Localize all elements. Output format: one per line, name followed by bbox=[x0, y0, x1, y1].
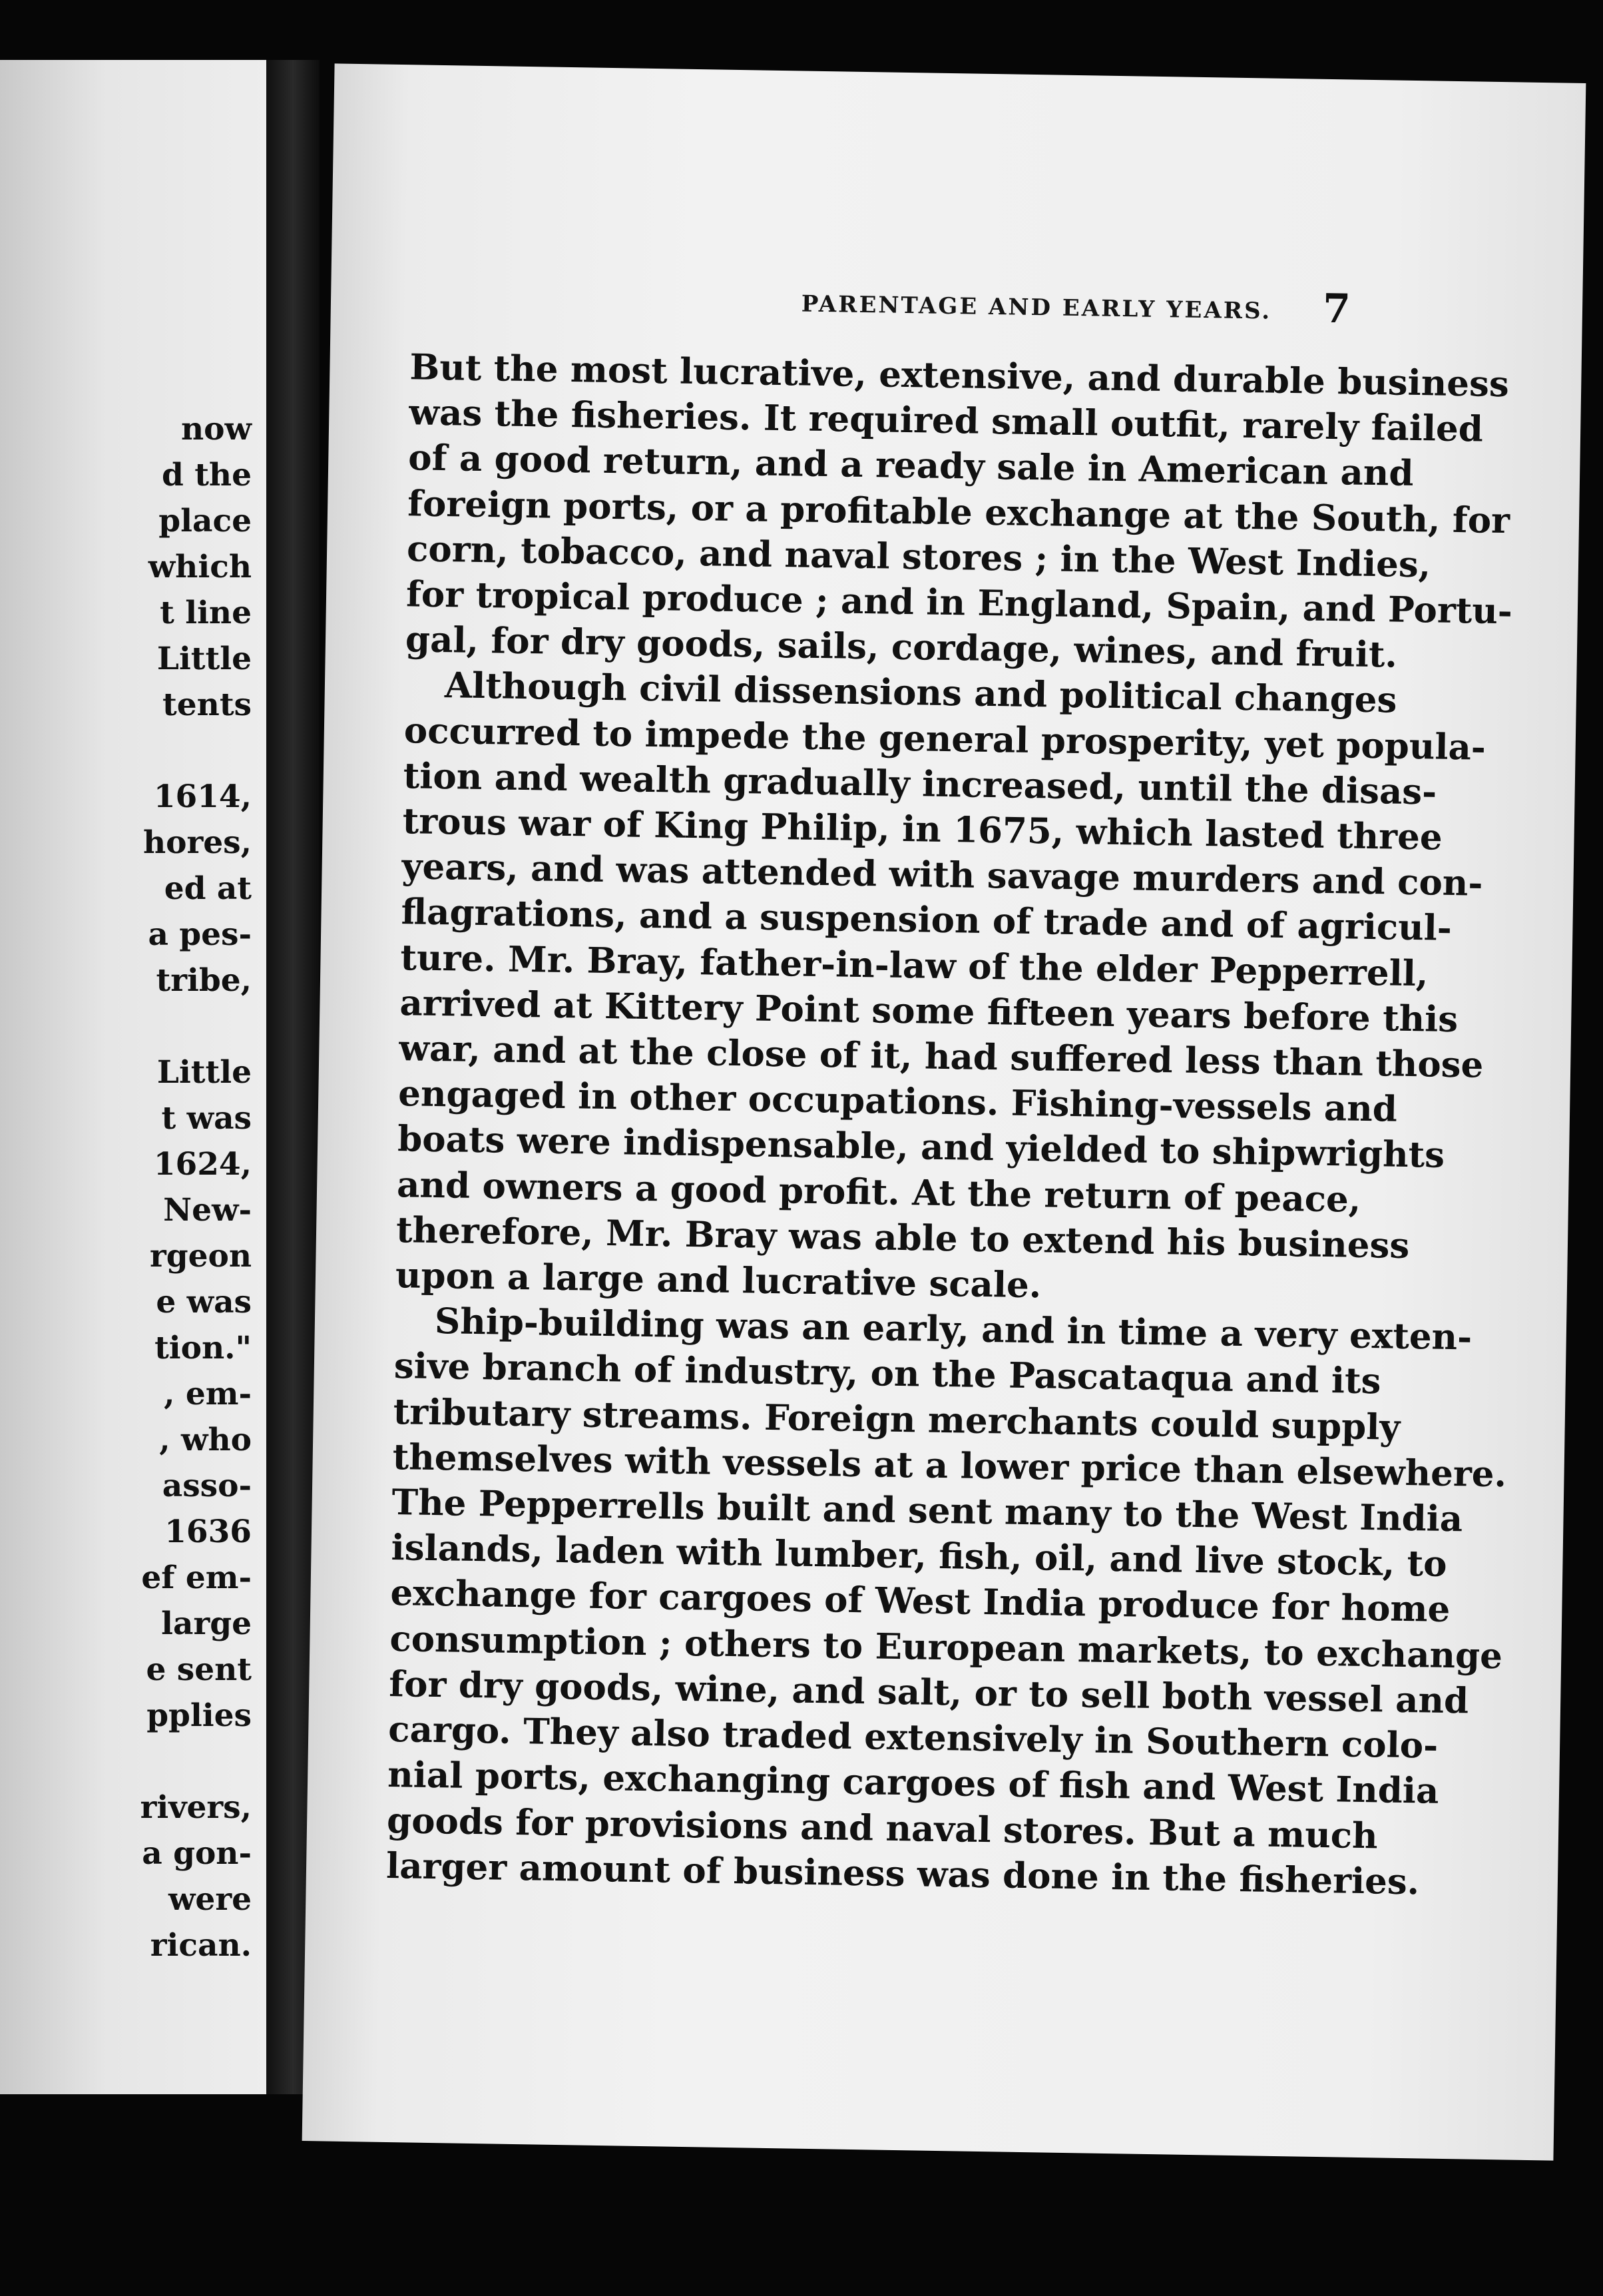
text-line: was the fisheries. It required small outfit, rarely failed bbox=[408, 392, 1484, 450]
text-line: for dry goods, wine, and salt, or to sell both vessel and bbox=[388, 1663, 1469, 1722]
left-page-line: 1636 bbox=[164, 1514, 252, 1550]
text-line: larger amount of business was done in the fisheries. bbox=[385, 1845, 1420, 1903]
text-line: war, and at the close of it, had suffered less than those bbox=[398, 1027, 1484, 1086]
text-line: tion and wealth gradually increased, until the disas- bbox=[403, 755, 1437, 813]
left-page-line: a pes- bbox=[148, 916, 252, 953]
text-line: gal, for dry goods, sails, cordage, wines, and fruit. bbox=[405, 619, 1398, 676]
left-page-line: rivers, bbox=[140, 1789, 252, 1826]
left-page-line: hores, bbox=[142, 824, 252, 861]
paragraph bbox=[395, 663, 1487, 1312]
left-page-line: ed at bbox=[164, 870, 252, 907]
left-page-line: Little bbox=[156, 1054, 252, 1091]
left-page-line: rican. bbox=[150, 1927, 252, 1964]
text-line: arrived at Kittery Point some fifteen years before this bbox=[399, 982, 1459, 1040]
text-line: Although civil dissensions and political changes bbox=[444, 665, 1397, 722]
left-page-line: e was bbox=[156, 1284, 252, 1320]
left-page-line: 1614, bbox=[153, 778, 252, 815]
text-line: exchange for cargoes of West India produce for home bbox=[390, 1572, 1451, 1631]
page-number: 7 bbox=[1322, 285, 1351, 333]
left-page-fragment bbox=[0, 60, 266, 2094]
left-page-line: t line bbox=[160, 595, 252, 631]
text-line: The Pepperrells built and sent many to the West India bbox=[391, 1482, 1463, 1540]
left-page-line: were bbox=[168, 1881, 252, 1918]
left-page-line: place bbox=[158, 503, 252, 539]
left-page-line: New- bbox=[163, 1192, 252, 1229]
text-line: years, and was attended with savage murders and con- bbox=[401, 846, 1483, 904]
text-line: ture. Mr. Bray, father-in-law of the elder Pepperrell, bbox=[400, 936, 1429, 995]
left-page-line: tribe, bbox=[156, 962, 252, 999]
left-page-line: pplies bbox=[146, 1697, 252, 1734]
left-page-line: tion." bbox=[154, 1330, 252, 1366]
text-line: engaged in other occupations. Fishing-vessels and bbox=[397, 1073, 1398, 1130]
text-line: Ship-building was an early, and in time a very exten- bbox=[434, 1300, 1473, 1358]
text-line: consumption ; others to European markets, to exchange bbox=[389, 1617, 1503, 1677]
paragraph bbox=[385, 1298, 1507, 1903]
left-page-line bbox=[0, 728, 252, 774]
left-page-line: which bbox=[148, 549, 252, 585]
text-line: goods for provisions and naval stores. But a much bbox=[386, 1799, 1379, 1857]
left-page-line: now bbox=[181, 411, 252, 447]
text-line: But the most lucrative, extensive, and durable business bbox=[409, 346, 1510, 406]
left-page-line: d the bbox=[161, 457, 252, 493]
left-page-line: tents bbox=[162, 687, 252, 723]
left-page-line bbox=[0, 1739, 252, 1785]
left-page-line: asso- bbox=[162, 1468, 252, 1504]
text-line: boats were indispensable, and yielded to shipwrights bbox=[397, 1118, 1445, 1177]
text-line: flagrations, and a suspension of trade and of agricul- bbox=[401, 891, 1453, 950]
left-page-line-endings bbox=[0, 406, 252, 1968]
text-line: upon a large and lucrative scale. bbox=[395, 1255, 1042, 1306]
left-page-line: Little bbox=[156, 641, 252, 677]
body-text bbox=[385, 344, 1513, 1903]
running-head: PARENTAGE AND EARLY YEARS. bbox=[801, 290, 1272, 325]
text-line: for tropical produce ; and in England, Spain, and Portu- bbox=[405, 573, 1513, 633]
text-line: and owners a good profit. At the return of peace, bbox=[396, 1163, 1361, 1221]
left-page-line: , who bbox=[159, 1422, 252, 1458]
text-line: nial ports, exchanging cargoes of fish and West India bbox=[387, 1754, 1439, 1813]
text-line: islands, laden with lumber, fish, oil, and live stock, to bbox=[391, 1527, 1448, 1585]
left-page-line bbox=[0, 1004, 252, 1049]
text-line: cargo. They also traded extensively in Southern colo- bbox=[387, 1709, 1439, 1767]
text-line: foreign ports, or a profitable exchange at the South, for bbox=[407, 482, 1510, 541]
text-line: tributary streams. Foreign merchants could supply bbox=[393, 1390, 1401, 1448]
left-page-line: a gon- bbox=[142, 1835, 252, 1872]
left-page-line: e sent bbox=[146, 1651, 252, 1688]
text-line: therefore, Mr. Bray was able to extend his business bbox=[395, 1209, 1410, 1267]
left-page-line: t was bbox=[161, 1100, 252, 1137]
text-line: sive branch of industry, on the Pascataqua and its bbox=[393, 1345, 1381, 1402]
paragraph bbox=[405, 344, 1513, 677]
right-page bbox=[302, 63, 1586, 2160]
text-line: of a good return, and a ready sale in American and bbox=[407, 437, 1414, 495]
text-line: corn, tobacco, and naval stores ; in the West Indies, bbox=[406, 528, 1431, 586]
text-line: trous war of King Philip, in 1675, which lasted three bbox=[402, 800, 1443, 858]
left-page-line: , em- bbox=[164, 1376, 252, 1412]
text-line: themselves with vessels at a lower price than elsewhere. bbox=[392, 1436, 1507, 1496]
left-page-line: 1624, bbox=[153, 1146, 252, 1183]
text-line: occurred to impede the general prosperity, yet popula- bbox=[403, 709, 1487, 768]
left-page-line: large bbox=[161, 1605, 252, 1642]
left-page-line: ef em- bbox=[141, 1560, 252, 1596]
left-page-line: rgeon bbox=[149, 1238, 252, 1275]
